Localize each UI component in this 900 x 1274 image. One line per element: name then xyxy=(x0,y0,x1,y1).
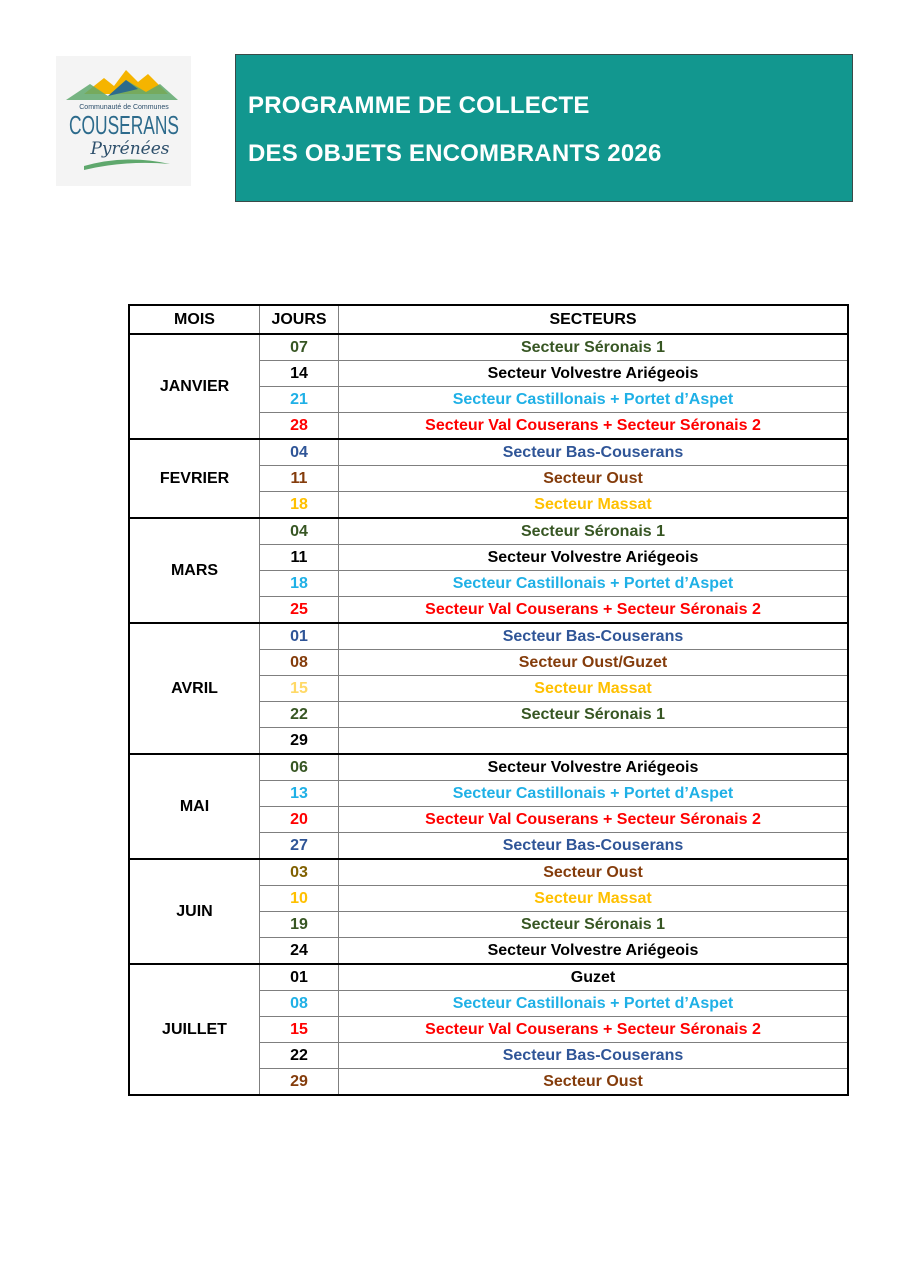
svg-text:COUSERANS: COUSERANS xyxy=(69,110,179,140)
day-cell: 20 xyxy=(260,807,339,833)
sector-cell xyxy=(339,728,848,755)
day-cell: 11 xyxy=(260,466,339,492)
sector-cell: Secteur Séronais 1 xyxy=(339,912,848,938)
month-group-juin xyxy=(130,859,848,964)
month-group-juillet xyxy=(130,964,848,1095)
day-cell: 22 xyxy=(260,1043,339,1069)
day-cell: 01 xyxy=(260,623,339,650)
sector-cell: Secteur Val Couserans + Secteur Séronais 2 xyxy=(339,807,848,833)
couserans-logo xyxy=(56,56,191,186)
svg-text:Communauté de Communes: Communauté de Communes xyxy=(79,104,169,111)
sector-cell: Secteur Oust xyxy=(339,859,848,886)
month-group-avril xyxy=(130,623,848,754)
sector-cell: Guzet xyxy=(339,964,848,991)
sector-cell: Secteur Bas-Couserans xyxy=(339,833,848,860)
day-cell: 28 xyxy=(260,413,339,440)
sector-cell: Secteur Massat xyxy=(339,676,848,702)
day-cell: 22 xyxy=(260,702,339,728)
sector-cell: Secteur Oust xyxy=(339,1069,848,1095)
day-cell: 01 xyxy=(260,964,339,991)
day-cell: 15 xyxy=(260,676,339,702)
month-cell: JANVIER xyxy=(130,334,260,439)
sector-cell: Secteur Val Couserans + Secteur Séronais 2 xyxy=(339,1017,848,1043)
day-cell: 18 xyxy=(260,571,339,597)
day-cell: 27 xyxy=(260,833,339,860)
day-cell: 15 xyxy=(260,1017,339,1043)
sector-cell: Secteur Val Couserans + Secteur Séronais 2 xyxy=(339,597,848,624)
month-cell: MARS xyxy=(130,518,260,623)
sector-cell: Secteur Massat xyxy=(339,492,848,519)
day-cell: 24 xyxy=(260,938,339,965)
sector-cell: Secteur Bas-Couserans xyxy=(339,623,848,650)
title-line-2: DES OBJETS ENCOMBRANTS 2026 xyxy=(248,140,662,167)
day-cell: 08 xyxy=(260,650,339,676)
day-cell: 13 xyxy=(260,781,339,807)
month-cell: MAI xyxy=(130,754,260,859)
header-secteurs: SECTEURS xyxy=(339,306,848,335)
sector-cell: Secteur Oust xyxy=(339,466,848,492)
sector-cell: Secteur Volvestre Ariégeois xyxy=(339,545,848,571)
month-cell: JUILLET xyxy=(130,964,260,1095)
day-cell: 04 xyxy=(260,439,339,466)
title-banner xyxy=(235,54,853,202)
sector-cell: Secteur Castillonais + Portet d’Aspet xyxy=(339,571,848,597)
sector-cell: Secteur Oust/Guzet xyxy=(339,650,848,676)
sector-cell: Secteur Volvestre Ariégeois xyxy=(339,361,848,387)
day-cell: 06 xyxy=(260,754,339,781)
header-mois: MOIS xyxy=(130,306,260,335)
table-row xyxy=(130,439,848,466)
day-cell: 18 xyxy=(260,492,339,519)
sector-cell: Secteur Castillonais + Portet d’Aspet xyxy=(339,781,848,807)
day-cell: 10 xyxy=(260,886,339,912)
day-cell: 08 xyxy=(260,991,339,1017)
day-cell: 03 xyxy=(260,859,339,886)
day-cell: 21 xyxy=(260,387,339,413)
day-cell: 11 xyxy=(260,545,339,571)
sector-cell: Secteur Bas-Couserans xyxy=(339,439,848,466)
sector-cell: Secteur Volvestre Ariégeois xyxy=(339,938,848,965)
table-row xyxy=(130,334,848,361)
sector-cell: Secteur Bas-Couserans xyxy=(339,1043,848,1069)
month-cell: FEVRIER xyxy=(130,439,260,518)
table-row xyxy=(130,518,848,545)
month-group-janvier xyxy=(130,334,848,439)
day-cell: 29 xyxy=(260,1069,339,1095)
table-row xyxy=(130,754,848,781)
sector-cell: Secteur Massat xyxy=(339,886,848,912)
sector-cell: Secteur Séronais 1 xyxy=(339,702,848,728)
day-cell: 07 xyxy=(260,334,339,361)
table-row xyxy=(130,623,848,650)
day-cell: 04 xyxy=(260,518,339,545)
table-row xyxy=(130,859,848,886)
sector-cell: Secteur Val Couserans + Secteur Séronais 2 xyxy=(339,413,848,440)
sector-cell: Secteur Castillonais + Portet d’Aspet xyxy=(339,387,848,413)
title-line-1: PROGRAMME DE COLLECTE xyxy=(248,92,590,119)
table-row xyxy=(130,964,848,991)
header-jours: JOURS xyxy=(260,306,339,335)
sector-cell: Secteur Séronais 1 xyxy=(339,334,848,361)
table-header-row xyxy=(130,306,848,335)
collection-schedule-table xyxy=(129,305,848,1095)
sector-cell: Secteur Castillonais + Portet d’Aspet xyxy=(339,991,848,1017)
day-cell: 25 xyxy=(260,597,339,624)
month-group-fevrier xyxy=(130,439,848,518)
sector-cell: Secteur Volvestre Ariégeois xyxy=(339,754,848,781)
month-group-mai xyxy=(130,754,848,859)
month-cell: JUIN xyxy=(130,859,260,964)
day-cell: 14 xyxy=(260,361,339,387)
day-cell: 29 xyxy=(260,728,339,755)
svg-text:Pyrénées: Pyrénées xyxy=(90,139,170,159)
month-group-mars xyxy=(130,518,848,623)
month-cell: AVRIL xyxy=(130,623,260,754)
sector-cell: Secteur Séronais 1 xyxy=(339,518,848,545)
day-cell: 19 xyxy=(260,912,339,938)
